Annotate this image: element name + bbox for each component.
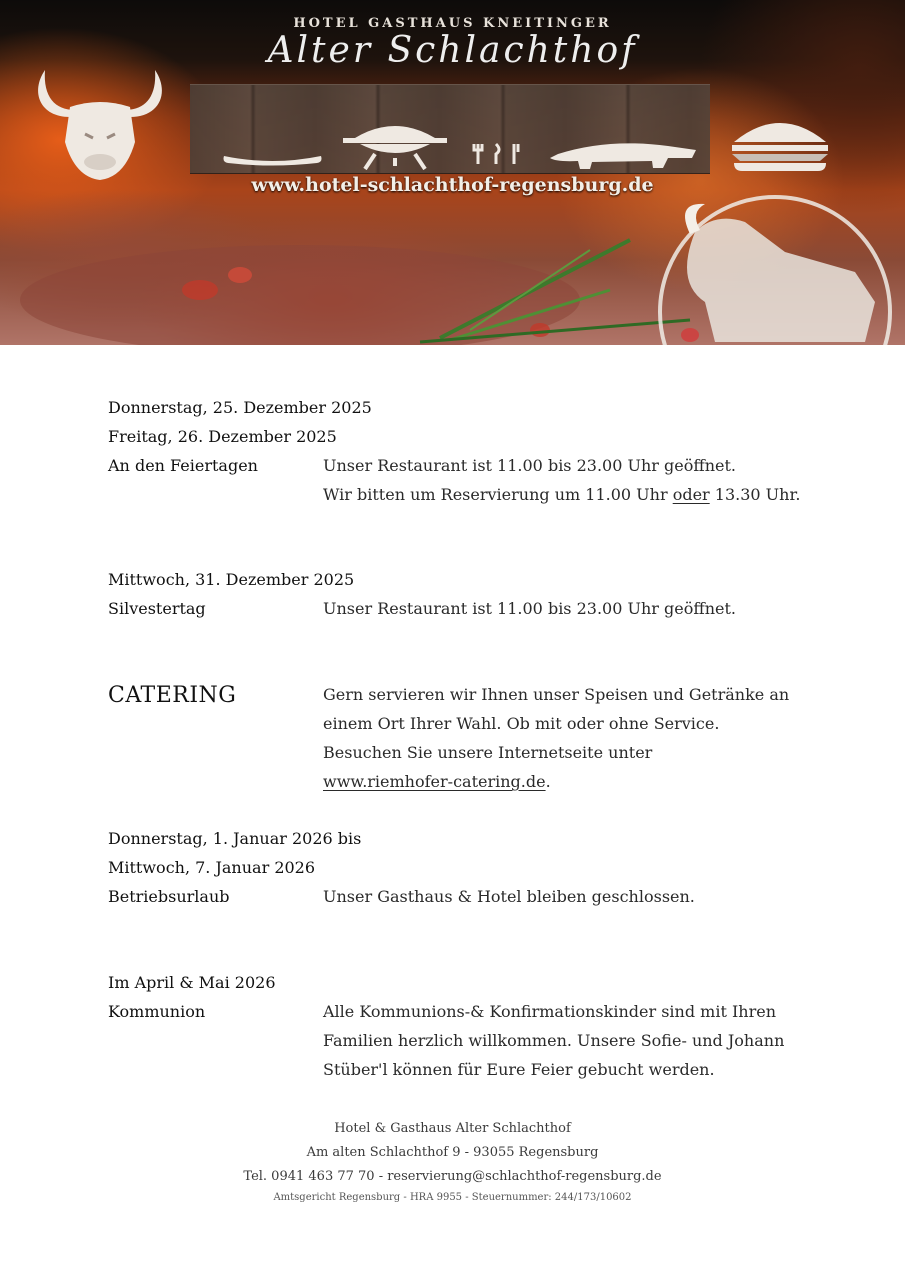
pig-icon: [548, 140, 700, 170]
footer-company: Hotel & Gasthaus Alter Schlachthof: [334, 1121, 571, 1136]
catering-link-suffix: .: [545, 772, 551, 791]
reservation-text-end: 13.30 Uhr.: [709, 485, 801, 504]
reservation-text-start: Wir bitten um Reservierung um 11.00 Uhr: [323, 485, 673, 504]
holiday-date-2: Mittwoch, 7. Januar 2026: [108, 858, 316, 877]
communion-line-1: Alle Kommunions-& Konfirmationskinder sind mit Ihren: [323, 1002, 777, 1021]
catering-line-2: einem Ort Ihrer Wahl. Ob mit oder ohne Service.: [323, 714, 720, 733]
catering-line-1: Gern servieren wir Ihnen unser Speisen und Getränke an: [323, 685, 790, 704]
footer-contact: Tel. 0941 463 77 70 - reservierung@schlachthof-regensburg.de: [243, 1169, 662, 1184]
christmas-reservation-note: [323, 485, 800, 505]
christmas-label: An den Feiertagen: [108, 456, 258, 475]
goat-icon: [635, 192, 905, 345]
christmas-date-2: Freitag, 26. Dezember 2025: [108, 427, 337, 446]
brand-script-title: Alter Schlachthof: [267, 30, 638, 71]
reservation-oder: oder: [672, 485, 710, 504]
newyear-date: Mittwoch, 31. Dezember 2025: [108, 570, 355, 589]
newyear-opening-hours: Unser Restaurant ist 11.00 bis 23.00 Uhr geöffnet.: [323, 599, 737, 618]
communion-line-2: Familien herzlich willkommen. Unsere Sofie- und Johann: [323, 1031, 785, 1050]
christmas-opening-hours: Unser Restaurant ist 11.00 bis 23.00 Uhr geöffnet.: [323, 456, 737, 475]
sausage-icon: [220, 150, 325, 166]
footer-address: Am alten Schlachthof 9 - 93055 Regensburg: [306, 1145, 599, 1160]
catering-heading: CATERING: [108, 683, 237, 708]
bull-head-icon: [25, 62, 175, 182]
newyear-label: Silvestertag: [108, 599, 206, 618]
communion-line-3: Stüber'l können für Eure Feier gebucht werden.: [323, 1060, 715, 1079]
utensils-icon: [472, 142, 524, 166]
catering-website-link[interactable]: www.riemhofer-catering.de: [323, 772, 546, 791]
burger-icon: [730, 118, 830, 172]
holiday-closed-note: Unser Gasthaus & Hotel bleiben geschlossen.: [323, 887, 695, 906]
catering-line-3: Besuchen Sie unsere Internetseite unter: [323, 743, 653, 762]
catering-link-line: [323, 772, 551, 792]
grill-icon: [335, 120, 455, 170]
holiday-date-1: Donnerstag, 1. Januar 2026 bis: [108, 829, 362, 848]
website-url[interactable]: www.hotel-schlachthof-regensburg.de: [251, 174, 654, 196]
header-banner: [0, 0, 905, 345]
communion-date: Im April & Mai 2026: [108, 973, 276, 992]
holiday-label: Betriebsurlaub: [108, 887, 230, 906]
hotel-name-line: HOTEL GASTHAUS KNEITINGER: [293, 16, 612, 31]
footer-registration: Amtsgericht Regensburg - HRA 9955 - Steuernummer: 244/173/10602: [273, 1192, 632, 1203]
communion-label: Kommunion: [108, 1002, 206, 1021]
christmas-date-1: Donnerstag, 25. Dezember 2025: [108, 398, 372, 417]
